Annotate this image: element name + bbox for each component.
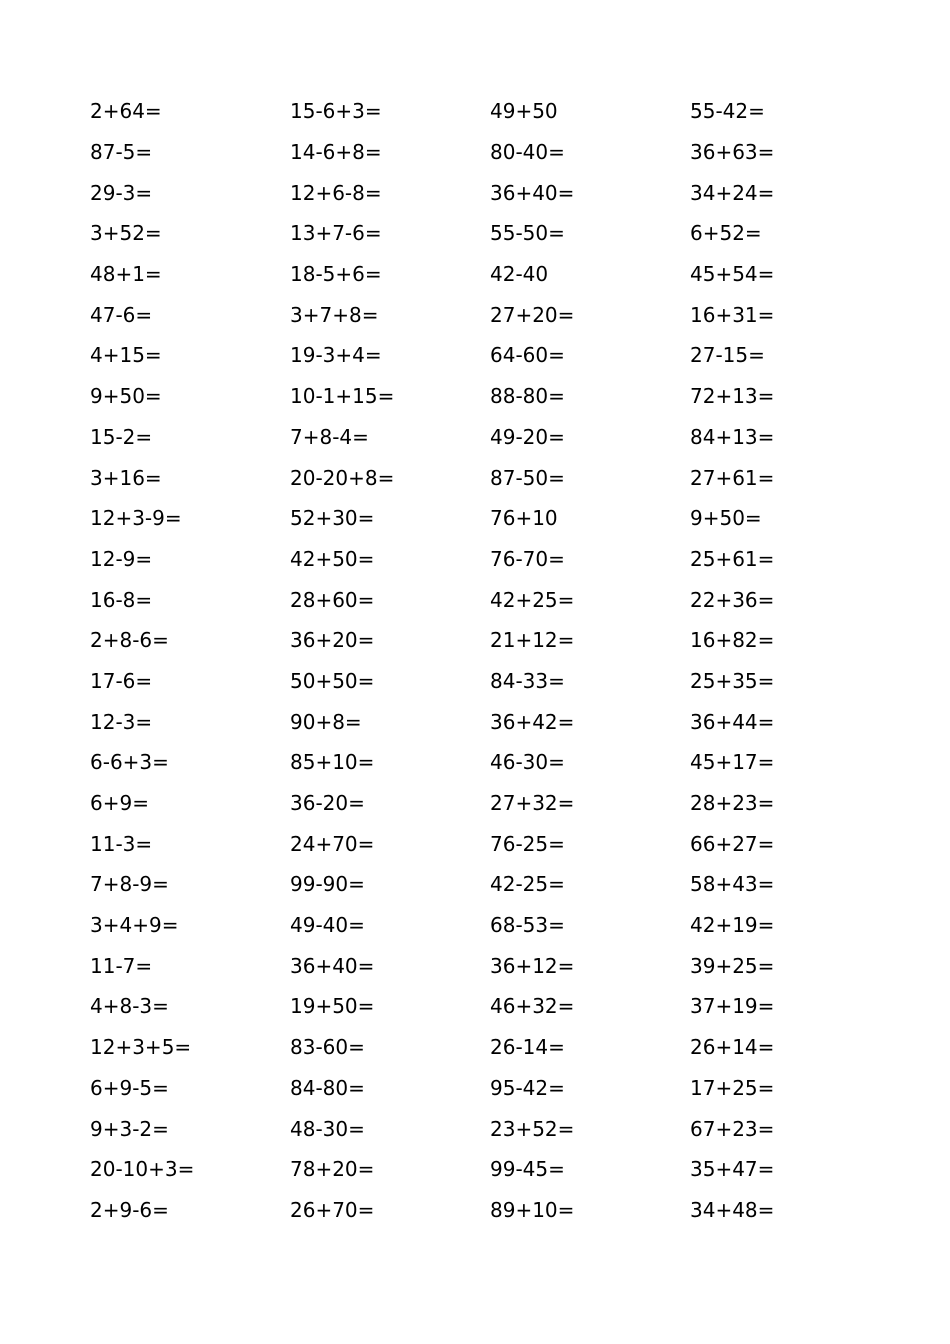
- math-problem: 26+70=: [290, 1197, 375, 1222]
- math-problem: 15-2=: [90, 424, 153, 449]
- math-problem: 7+8-4=: [290, 424, 369, 449]
- math-problem: 83-60=: [290, 1035, 365, 1060]
- math-problem: 11-3=: [90, 831, 153, 856]
- problem-row: [90, 864, 890, 905]
- math-problem: 27+61=: [690, 465, 775, 490]
- math-problem: 49+50: [490, 99, 558, 124]
- problem-row: [90, 498, 890, 539]
- math-problem: 3+7+8=: [290, 302, 379, 327]
- math-problem: 3+4+9=: [90, 913, 179, 938]
- problem-row: [90, 132, 890, 173]
- problem-row: [90, 539, 890, 580]
- math-problem: 23+52=: [490, 1116, 575, 1141]
- problem-row: [90, 661, 890, 702]
- math-problem: 49-20=: [490, 424, 565, 449]
- problem-row: [90, 1027, 890, 1068]
- math-problem: 45+54=: [690, 262, 775, 287]
- problem-row: [90, 417, 890, 458]
- math-problem: 20-20+8=: [290, 465, 395, 490]
- problem-row: [90, 986, 890, 1027]
- math-problem: 55-50=: [490, 221, 565, 246]
- math-problem: 15-6+3=: [290, 99, 382, 124]
- problem-row: [90, 742, 890, 783]
- math-problem: 3+52=: [90, 221, 162, 246]
- math-problem: 36-20=: [290, 791, 365, 816]
- math-problem: 17+25=: [690, 1075, 775, 1100]
- problem-row: [90, 1108, 890, 1149]
- math-problem: 87-50=: [490, 465, 565, 490]
- math-problem: 36+12=: [490, 953, 575, 978]
- math-problem: 52+30=: [290, 506, 375, 531]
- math-problem: 4+15=: [90, 343, 162, 368]
- problem-row: [90, 335, 890, 376]
- math-problem: 36+40=: [490, 180, 575, 205]
- math-problem: 12-9=: [90, 546, 153, 571]
- math-problem: 12-3=: [90, 709, 153, 734]
- math-problem: 19-3+4=: [290, 343, 382, 368]
- math-problem: 24+70=: [290, 831, 375, 856]
- math-problem: 6-6+3=: [90, 750, 169, 775]
- math-problem: 12+6-8=: [290, 180, 382, 205]
- math-problem: 66+27=: [690, 831, 775, 856]
- math-problem: 26-14=: [490, 1035, 565, 1060]
- math-problem: 37+19=: [690, 994, 775, 1019]
- math-problem: 25+35=: [690, 668, 775, 693]
- math-problem: 48+1=: [90, 262, 162, 287]
- math-problem: 9+50=: [90, 384, 162, 409]
- math-problem: 16+82=: [690, 628, 775, 653]
- math-problem: 87-5=: [90, 140, 153, 165]
- math-problem: 26+14=: [690, 1035, 775, 1060]
- math-problem: 34+48=: [690, 1197, 775, 1222]
- math-problem: 6+52=: [690, 221, 762, 246]
- problem-row: [90, 620, 890, 661]
- math-problem: 2+9-6=: [90, 1197, 169, 1222]
- math-problem: 22+36=: [690, 587, 775, 612]
- problem-row: [90, 172, 890, 213]
- math-problem: 72+13=: [690, 384, 775, 409]
- math-problem: 29-3=: [90, 180, 153, 205]
- math-problem: 50+50=: [290, 668, 375, 693]
- problem-row: [90, 457, 890, 498]
- math-problem: 42+50=: [290, 546, 375, 571]
- math-problem: 39+25=: [690, 953, 775, 978]
- math-problem: 34+24=: [690, 180, 775, 205]
- problem-row: [90, 579, 890, 620]
- math-problem: 6+9=: [90, 791, 149, 816]
- problem-row: [90, 294, 890, 335]
- math-problem: 67+23=: [690, 1116, 775, 1141]
- math-problem: 99-90=: [290, 872, 365, 897]
- math-problem: 78+20=: [290, 1157, 375, 1182]
- problem-row: [90, 1068, 890, 1109]
- math-problem: 36+42=: [490, 709, 575, 734]
- math-problem: 76-70=: [490, 546, 565, 571]
- math-problem: 3+16=: [90, 465, 162, 490]
- math-problem: 25+61=: [690, 546, 775, 571]
- math-problem: 27+20=: [490, 302, 575, 327]
- problem-row: [90, 945, 890, 986]
- math-problem: 9+50=: [690, 506, 762, 531]
- math-problem: 36+20=: [290, 628, 375, 653]
- math-problem: 9+3-2=: [90, 1116, 169, 1141]
- problem-row: [90, 783, 890, 824]
- math-problem: 2+64=: [90, 99, 162, 124]
- math-problem: 76-25=: [490, 831, 565, 856]
- math-problem: 11-7=: [90, 953, 153, 978]
- math-problem: 18-5+6=: [290, 262, 382, 287]
- math-problem: 13+7-6=: [290, 221, 382, 246]
- math-problem: 64-60=: [490, 343, 565, 368]
- math-problem: 42-40: [490, 262, 549, 287]
- problem-row: [90, 701, 890, 742]
- math-problem: 89+10=: [490, 1197, 575, 1222]
- math-problem: 58+43=: [690, 872, 775, 897]
- math-problem: 4+8-3=: [90, 994, 169, 1019]
- math-problem: 84-33=: [490, 668, 565, 693]
- problem-row: [90, 823, 890, 864]
- math-problem: 80-40=: [490, 140, 565, 165]
- math-problem: 28+23=: [690, 791, 775, 816]
- math-problem: 47-6=: [90, 302, 153, 327]
- math-problem: 55-42=: [690, 99, 765, 124]
- math-problem: 68-53=: [490, 913, 565, 938]
- math-problem: 76+10: [490, 506, 558, 531]
- math-problem: 6+9-5=: [90, 1075, 169, 1100]
- math-problem: 7+8-9=: [90, 872, 169, 897]
- math-problem: 99-45=: [490, 1157, 565, 1182]
- arithmetic-worksheet: [90, 91, 890, 1230]
- math-problem: 19+50=: [290, 994, 375, 1019]
- math-problem: 84+13=: [690, 424, 775, 449]
- math-problem: 10-1+15=: [290, 384, 395, 409]
- math-problem: 46+32=: [490, 994, 575, 1019]
- math-problem: 20-10+3=: [90, 1157, 195, 1182]
- math-problem: 2+8-6=: [90, 628, 169, 653]
- problem-row: [90, 905, 890, 946]
- problem-row: [90, 1149, 890, 1190]
- math-problem: 45+17=: [690, 750, 775, 775]
- problem-row: [90, 1190, 890, 1231]
- math-problem: 12+3+5=: [90, 1035, 192, 1060]
- math-problem: 21+12=: [490, 628, 575, 653]
- math-problem: 36+44=: [690, 709, 775, 734]
- math-problem: 27-15=: [690, 343, 765, 368]
- math-problem: 42+25=: [490, 587, 575, 612]
- problem-row: [90, 254, 890, 295]
- math-problem: 90+8=: [290, 709, 362, 734]
- problem-row: [90, 91, 890, 132]
- math-problem: 36+63=: [690, 140, 775, 165]
- math-problem: 42-25=: [490, 872, 565, 897]
- math-problem: 95-42=: [490, 1075, 565, 1100]
- math-problem: 46-30=: [490, 750, 565, 775]
- math-problem: 27+32=: [490, 791, 575, 816]
- math-problem: 48-30=: [290, 1116, 365, 1141]
- math-problem: 49-40=: [290, 913, 365, 938]
- math-problem: 42+19=: [690, 913, 775, 938]
- math-problem: 16+31=: [690, 302, 775, 327]
- math-problem: 12+3-9=: [90, 506, 182, 531]
- math-problem: 17-6=: [90, 668, 153, 693]
- problem-row: [90, 213, 890, 254]
- math-problem: 16-8=: [90, 587, 153, 612]
- math-problem: 88-80=: [490, 384, 565, 409]
- math-problem: 35+47=: [690, 1157, 775, 1182]
- math-problem: 85+10=: [290, 750, 375, 775]
- math-problem: 28+60=: [290, 587, 375, 612]
- math-problem: 14-6+8=: [290, 140, 382, 165]
- problem-row: [90, 376, 890, 417]
- math-problem: 84-80=: [290, 1075, 365, 1100]
- math-problem: 36+40=: [290, 953, 375, 978]
